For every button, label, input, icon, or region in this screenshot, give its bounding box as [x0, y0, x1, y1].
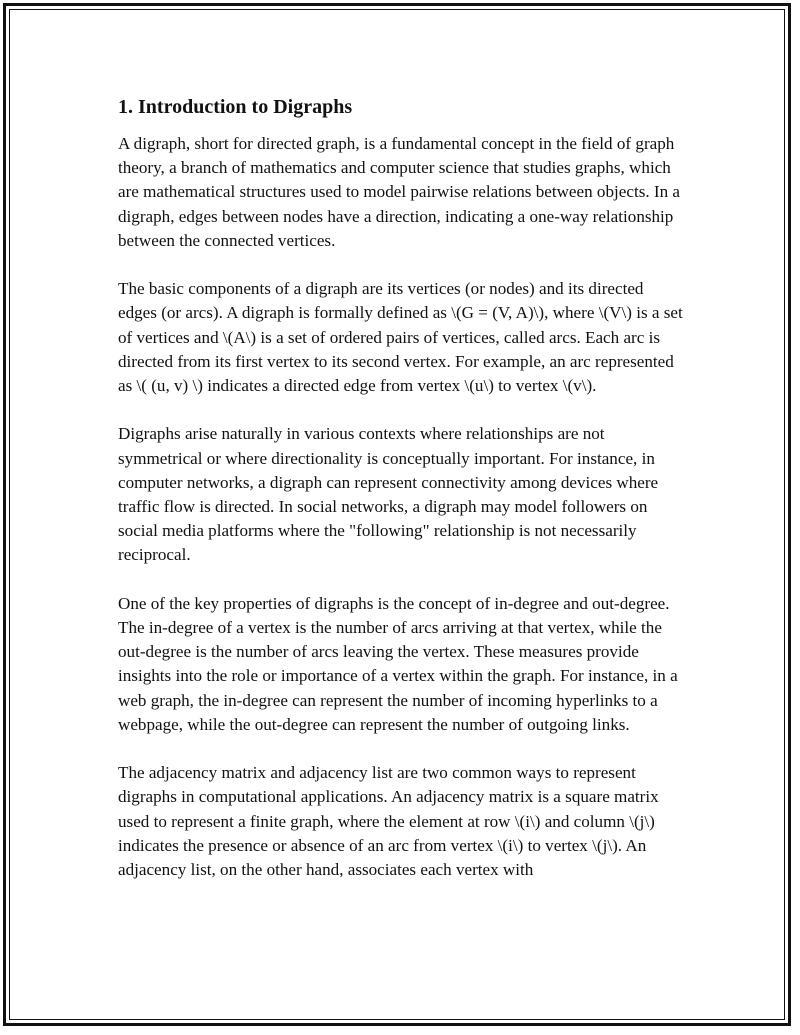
document-body	[118, 93, 686, 906]
section-heading: 1. Introduction to Digraphs	[118, 96, 353, 118]
paragraph-applications: Digraphs arise naturally in various contexts where relationships are not symmetrical or where directionality is conceptually important. For instance, in computer networks, a digraph can represent connectivity among devices where traffic flow is directed. In social networks, a digraph may model followers on social media platforms where the "following" relationship is not necessarily reciprocal.	[118, 424, 659, 565]
paragraph-components: The basic components of a digraph are its vertices (or nodes) and its directed edges (or arcs). A digraph is formally defined as \(G = (V, A)\), where \(V\) is a set of vertices and \(A\) is a set of ordered pairs of vertices, called arcs. Each arc is directed from its first vertex to its second vertex. For example, an arc represented as \( (u, v) \) indicates a directed edge from vertex \(u\) to vertex \(v\).	[118, 279, 683, 396]
paragraph-degree: One of the key properties of digraphs is the concept of in-degree and out-degree. The in-degree of a vertex is the number of arcs arriving at that vertex, while the out-degree is the number of arcs leaving the vertex. These measures provide insights into the role or importance of a vertex within the graph. For instance, in a web graph, the in-degree can represent the number of incoming hyperlinks to a webpage, while the out-degree can represent the number of outgoing links.	[118, 593, 678, 734]
paragraph-definition: A digraph, short for directed graph, is a fundamental concept in the field of graph theory, a branch of mathematics and computer science that studies graphs, which are mathematical structures used to model pairwise relations between objects. In a digraph, edges between nodes have a direction, indicating a one-way relationship between the connected vertices.	[118, 134, 680, 250]
paragraph-representation: The adjacency matrix and adjacency list are two common ways to represent digraphs in computational applications. An adjacency matrix is a square matrix used to represent a finite graph, where the element at row \(i\) and column \(j\) indicates the presence or absence of an arc from vertex \(i\) to vertex \(j\). An adjacency list, on the other hand, associates each vertex with	[118, 763, 659, 880]
